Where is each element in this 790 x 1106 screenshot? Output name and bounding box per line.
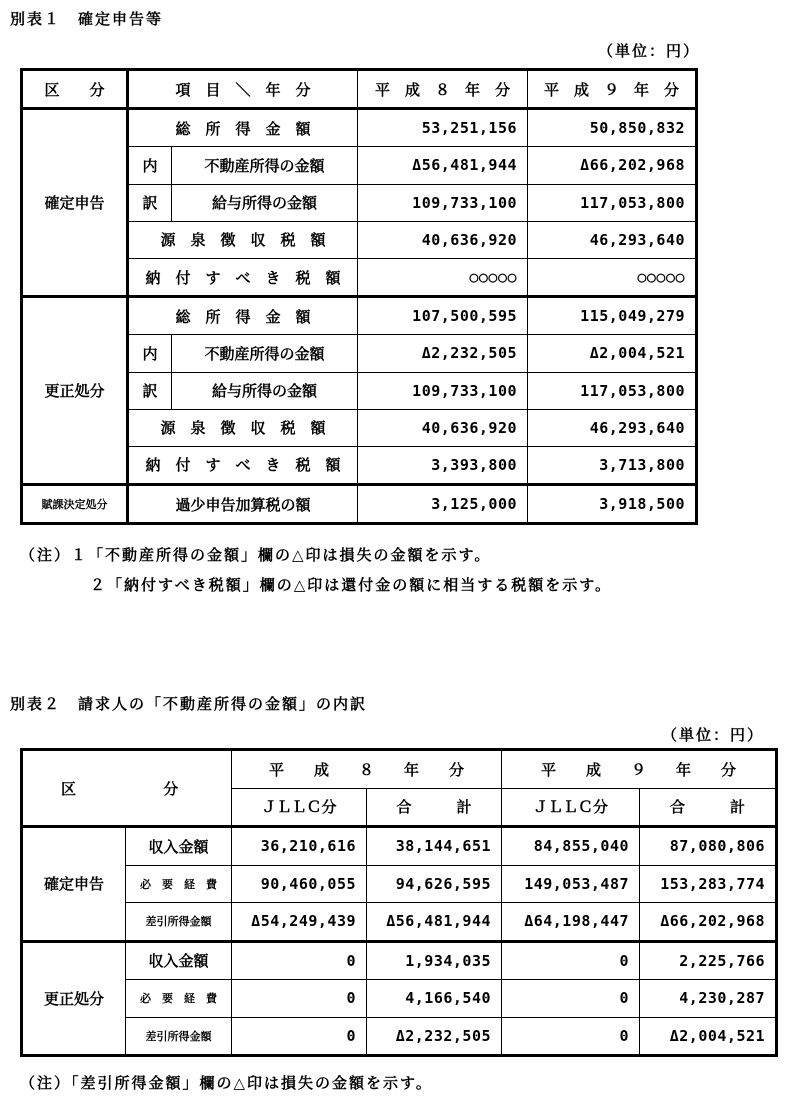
group-kasan: 賦課決定処分 — [22, 485, 128, 524]
header-total: 合 計 — [640, 788, 777, 827]
header-h9: 平 成 ９ 年 分 — [502, 750, 777, 789]
header-h8: 平 成 ８ 年 分 — [232, 750, 502, 789]
table2-note: （注）「差引所得金額」欄の△印は損失の金額を示す。 — [20, 1074, 433, 1092]
cell-value: Δ66,202,968 — [640, 903, 777, 942]
cell-value: 46,293,640 — [528, 409, 697, 446]
cell-value: 3,918,500 — [528, 485, 697, 524]
table2-unit: （単位：円） — [662, 726, 765, 744]
label-withholding: 源 泉 徴 収 税 額 — [128, 221, 358, 258]
header-jllc: ＪＬＬＣ分 — [232, 788, 367, 827]
cell-value: 0 — [232, 941, 367, 980]
group-kousei: 更正処分 — [22, 297, 128, 485]
label-tax-due: 納 付 す べ き 税 額 — [128, 258, 358, 296]
header-item-year: 項 目 ＼ 年 分 — [128, 70, 358, 109]
label-expenses: 必 要 経 費 — [126, 980, 232, 1018]
cell-value: 40,636,920 — [358, 409, 528, 446]
group-kakutei: 確定申告 — [22, 109, 128, 297]
table-row — [22, 941, 777, 980]
table-row — [22, 980, 777, 1018]
cell-value: Δ54,249,439 — [232, 903, 367, 942]
cell-value: 109,733,100 — [358, 184, 528, 221]
label-withholding: 源 泉 徴 収 税 額 — [128, 409, 358, 446]
table-row — [22, 109, 697, 147]
cell-value: 149,053,487 — [502, 865, 640, 903]
cell-value: ○○○○○ — [528, 258, 697, 296]
table-row — [22, 70, 697, 109]
table-row — [22, 903, 777, 942]
label-net: 差引所得金額 — [126, 1017, 232, 1056]
cell-value: 87,080,806 — [640, 827, 777, 866]
header-total: 合 計 — [367, 788, 502, 827]
label-net: 差引所得金額 — [126, 903, 232, 942]
group-kousei: 更正処分 — [22, 941, 126, 1056]
cell-value: Δ2,004,521 — [528, 335, 697, 372]
cell-value: 1,934,035 — [367, 941, 502, 980]
cell-value: 109,733,100 — [358, 372, 528, 409]
cell-value: 115,049,279 — [528, 297, 697, 335]
cell-value: 0 — [502, 1017, 640, 1056]
table-row — [22, 297, 697, 335]
cell-value: 117,053,800 — [528, 184, 697, 221]
cell-value: 36,210,616 — [232, 827, 367, 866]
cell-value: 117,053,800 — [528, 372, 697, 409]
label-revenue: 収入金額 — [126, 827, 232, 866]
cell-value: Δ64,198,447 — [502, 903, 640, 942]
cell-value: 3,393,800 — [358, 446, 528, 484]
table2-title: 別表２ 請求人の「不動産所得の金額」の内訳 — [10, 695, 368, 713]
cell-value: 90,460,055 — [232, 865, 367, 903]
cell-value: 46,293,640 — [528, 221, 697, 258]
cell-value: ○○○○○ — [358, 258, 528, 296]
header-jllc: ＪＬＬＣ分 — [502, 788, 640, 827]
label-expenses: 必 要 経 費 — [126, 865, 232, 903]
table2 — [20, 748, 778, 1057]
label-total-income: 総 所 得 金 額 — [128, 297, 358, 335]
cell-value: Δ2,232,505 — [367, 1017, 502, 1056]
cell-value: 107,500,595 — [358, 297, 528, 335]
table-row — [22, 865, 777, 903]
cell-value: Δ2,232,505 — [358, 335, 528, 372]
cell-value: 0 — [232, 980, 367, 1018]
header-h8: 平 成 ８ 年 分 — [358, 70, 528, 109]
table-row — [22, 827, 777, 866]
label-real-estate: 不動産所得の金額 — [172, 147, 358, 184]
label-total-income: 総 所 得 金 額 — [128, 109, 358, 147]
header-kubun — [22, 750, 232, 827]
table1-title: 別表１ 確定申告等 — [10, 10, 164, 28]
label-breakdown-a: 内 — [128, 335, 172, 372]
cell-value: 4,230,287 — [640, 980, 777, 1018]
table1-note-2: ２「納付すべき税額」欄の△印は還付金の額に相当する税額を示す。 — [90, 576, 613, 594]
label-breakdown-a: 内 — [128, 147, 172, 184]
cell-value: 84,855,040 — [502, 827, 640, 866]
cell-value: Δ2,004,521 — [640, 1017, 777, 1056]
header-kubun-a: 区 — [61, 779, 77, 798]
table-row — [22, 485, 697, 524]
header-h9: 平 成 ９ 年 分 — [528, 70, 697, 109]
header-kubun-b: 分 — [163, 779, 179, 798]
cell-value: 3,713,800 — [528, 446, 697, 484]
cell-value: 0 — [502, 980, 640, 1018]
label-breakdown-b: 訳 — [128, 184, 172, 221]
cell-value: 0 — [502, 941, 640, 980]
cell-value: 50,850,832 — [528, 109, 697, 147]
cell-value: 4,166,540 — [367, 980, 502, 1018]
cell-value: Δ56,481,944 — [358, 147, 528, 184]
label-salary: 給与所得の金額 — [172, 372, 358, 409]
label-tax-due: 納 付 す べ き 税 額 — [128, 446, 358, 484]
cell-value: 2,225,766 — [640, 941, 777, 980]
cell-value: 38,144,651 — [367, 827, 502, 866]
group-kakutei: 確定申告 — [22, 827, 126, 942]
table-row — [22, 750, 777, 789]
table1-unit: （単位：円） — [598, 42, 701, 60]
table1-note-1: （注）１「不動産所得の金額」欄の△印は損失の金額を示す。 — [20, 546, 492, 564]
label-real-estate: 不動産所得の金額 — [172, 335, 358, 372]
cell-value: 40,636,920 — [358, 221, 528, 258]
cell-value: 0 — [232, 1017, 367, 1056]
label-breakdown-b: 訳 — [128, 372, 172, 409]
header-kubun: 区 分 — [22, 70, 128, 109]
table1 — [20, 68, 698, 525]
label-revenue: 収入金額 — [126, 941, 232, 980]
label-salary: 給与所得の金額 — [172, 184, 358, 221]
cell-value: Δ66,202,968 — [528, 147, 697, 184]
cell-value: 153,283,774 — [640, 865, 777, 903]
cell-value: 3,125,000 — [358, 485, 528, 524]
cell-value: 94,626,595 — [367, 865, 502, 903]
table-row — [22, 1017, 777, 1056]
cell-value: Δ56,481,944 — [367, 903, 502, 942]
label-under-report: 過少申告加算税の額 — [128, 485, 358, 524]
cell-value: 53,251,156 — [358, 109, 528, 147]
